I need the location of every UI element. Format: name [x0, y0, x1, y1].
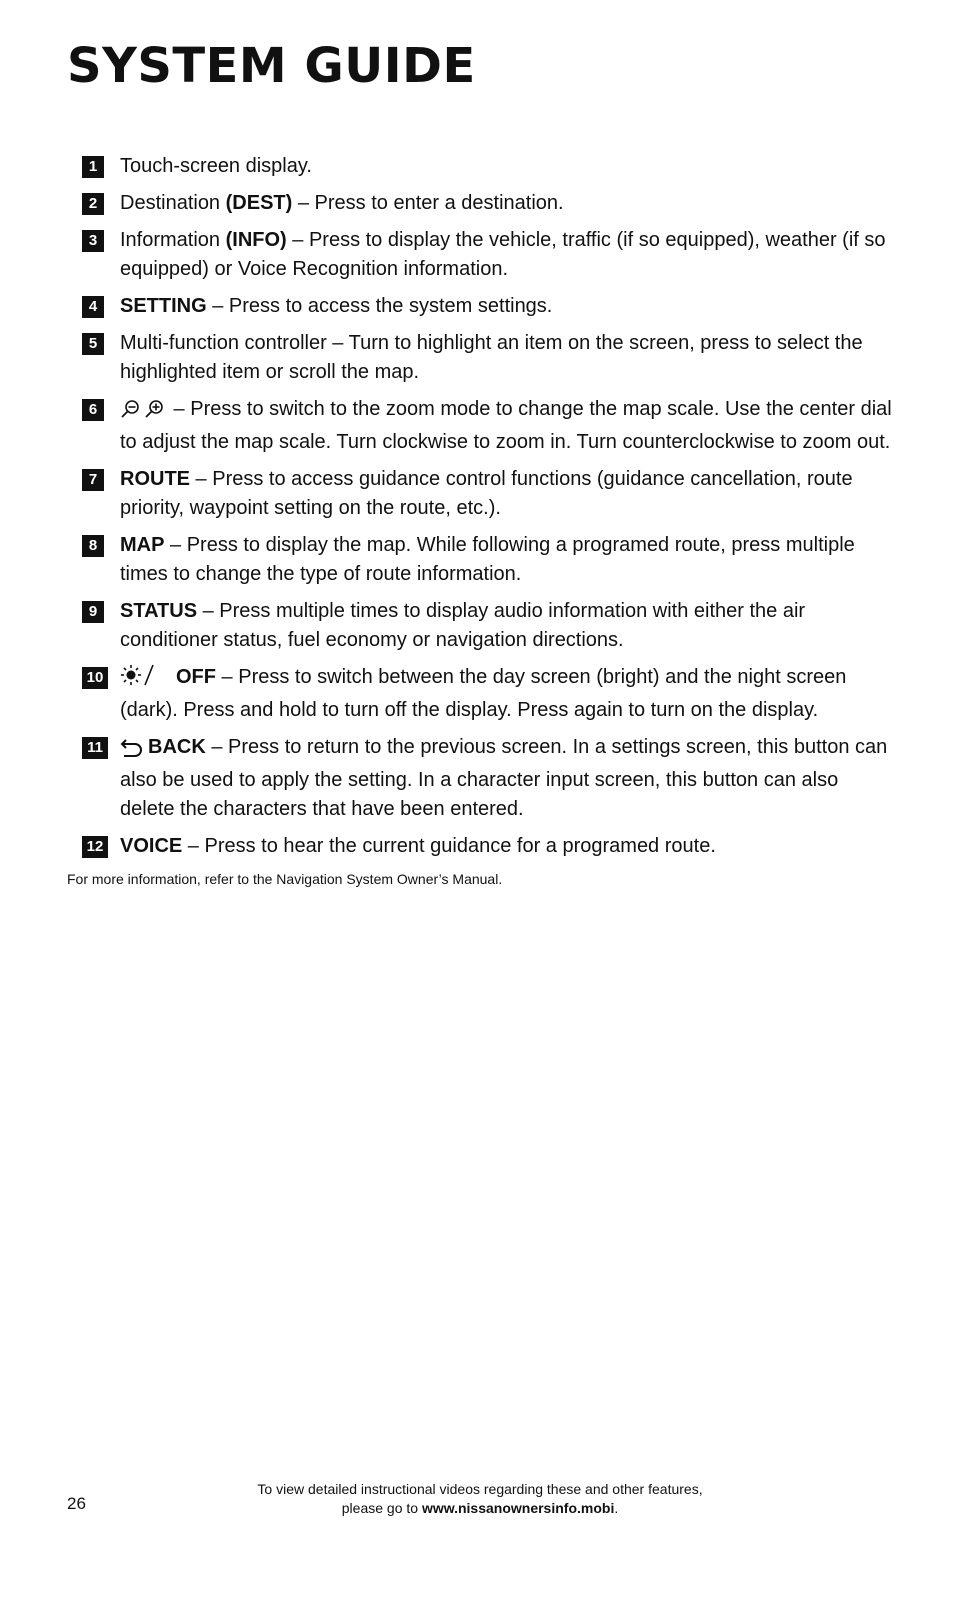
list-item [82, 329, 892, 387]
list-item [82, 733, 892, 824]
item-keyword: MAP [120, 534, 165, 556]
system-guide-list [82, 152, 892, 869]
list-item [82, 663, 892, 725]
item-keyword: (INFO) [225, 229, 287, 251]
list-item [82, 395, 892, 457]
item-keyword: STATUS [120, 600, 198, 622]
more-info-note: For more information, refer to the Navigation System Owner’s Manual. [67, 871, 503, 887]
list-item [82, 597, 892, 655]
footer-line-2-prefix: please go to [341, 1500, 422, 1516]
item-number: 6 [82, 399, 104, 421]
item-description: – Press to switch between the day screen (bright) and the night screen (dark). Press and hold to turn off the display. Press again to turn on the display. [120, 666, 847, 721]
zoom-in-icon [144, 399, 164, 428]
item-number: 5 [82, 333, 104, 355]
list-item [82, 531, 892, 589]
item-description: – Press to access the system settings. [206, 295, 553, 317]
item-keyword: ROUTE [120, 468, 190, 490]
item-number: 11 [82, 737, 108, 759]
footer-text [200, 1480, 760, 1518]
list-item [82, 832, 892, 861]
item-number: 7 [82, 469, 104, 491]
list-item [82, 226, 892, 284]
item-description: – Press to switch to the zoom mode to change the map scale. Use the center dial to adjust the map scale. Turn clockwise to zoom in. Turn counterclockwise to zoom out. [120, 398, 892, 453]
item-text: Destination [120, 192, 226, 214]
item-keyword: BACK [148, 736, 206, 758]
page-title: SYSTEM GUIDE [67, 38, 476, 94]
item-description: – Press to return to the previous screen. In a settings screen, this button can also be used to apply the setting. In a character input screen, this button can also delete the characters that have been entered. [120, 736, 888, 820]
list-item [82, 465, 892, 523]
item-text: Multi-function controller – Turn to highlight an item on the screen, press to select the highlighted item or scroll the map. [120, 332, 863, 383]
list-item [82, 189, 892, 218]
item-keyword: (DEST) [225, 192, 293, 214]
footer-line-2 [200, 1499, 760, 1518]
item-number: 1 [82, 156, 104, 178]
zoom-out-icon [120, 399, 140, 428]
item-description: – Press multiple times to display audio information with either the air conditioner status, fuel economy or navigation directions. [120, 600, 806, 651]
item-keyword: OFF [176, 666, 216, 688]
list-item [82, 152, 892, 181]
item-description: – Press to display the map. While following a programed route, press multiple times to change the type of route information. [120, 534, 855, 585]
page-number: 26 [67, 1494, 86, 1513]
item-number: 12 [82, 836, 108, 858]
item-number: 3 [82, 230, 104, 252]
item-description: – Press to access guidance control functions (guidance cancellation, route priority, waypoint setting on the route, etc.). [120, 468, 853, 519]
item-keyword: SETTING [120, 295, 207, 317]
website-link[interactable]: www.nissanownersinfo.mobi [421, 1500, 615, 1516]
day-night-icon [120, 663, 172, 696]
item-text: Touch-screen display. [120, 155, 312, 177]
item-number: 10 [82, 667, 108, 689]
item-number: 8 [82, 535, 104, 557]
item-keyword: VOICE [120, 835, 183, 857]
item-number: 4 [82, 296, 104, 318]
item-description: – Press to enter a destination. [292, 192, 564, 214]
item-number: 9 [82, 601, 104, 623]
list-item [82, 292, 892, 321]
item-description: – Press to hear the current guidance for a programed route. [182, 835, 716, 857]
item-text: Information [120, 229, 226, 251]
back-arrow-icon [120, 737, 144, 766]
item-description: – Press to display the vehicle, traffic (if so equipped), weather (if so equipped) or Voice Recognition information. [120, 229, 886, 280]
footer-line-1: To view detailed instructional videos regarding these and other features, [257, 1481, 703, 1497]
footer-line-2-suffix: . [614, 1500, 619, 1516]
item-number: 2 [82, 193, 104, 215]
